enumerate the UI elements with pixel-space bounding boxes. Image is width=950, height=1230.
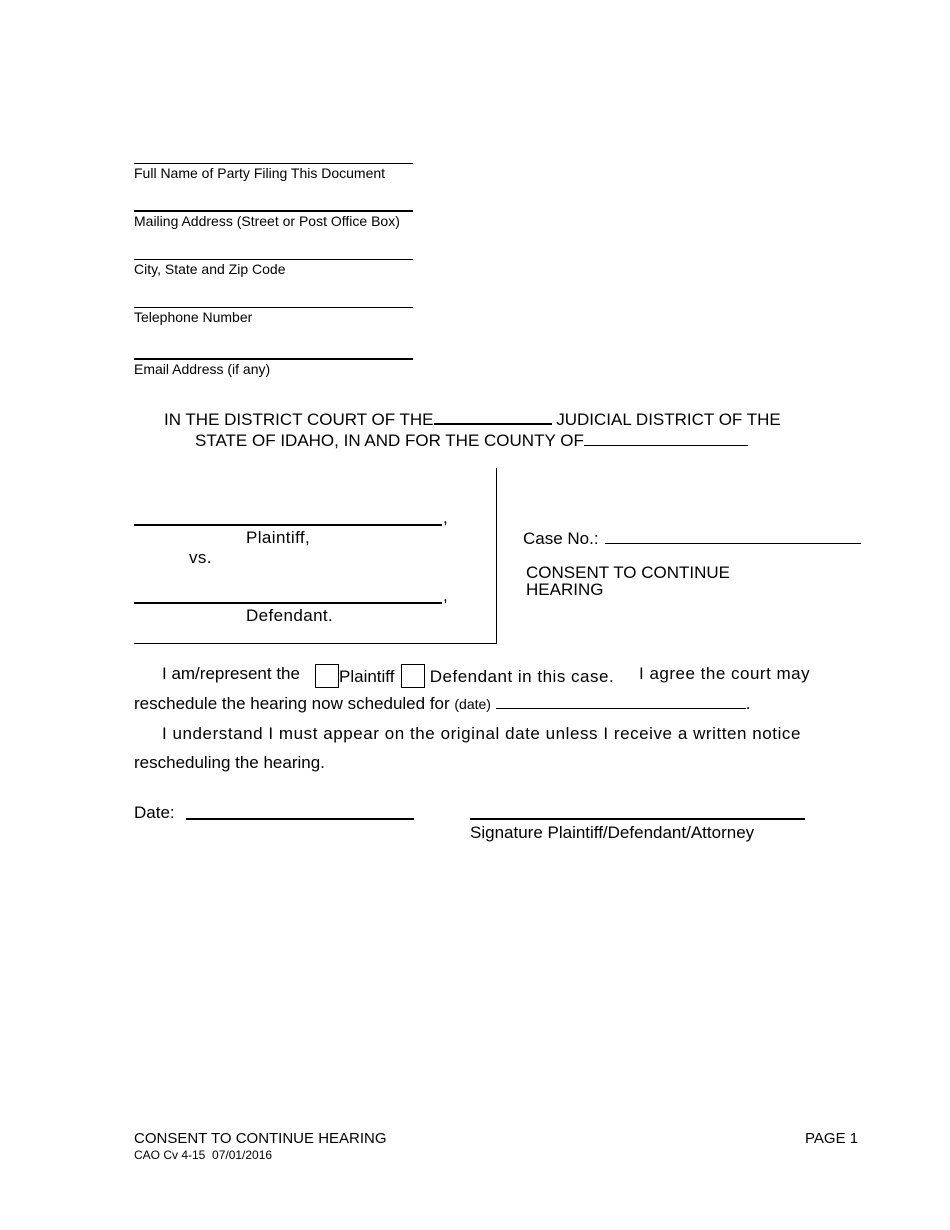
court-heading-line1 (164, 410, 781, 430)
footer-form-title: CONSENT TO CONTINUE HEARING (134, 1130, 387, 1147)
city-label: City, State and Zip Code (134, 261, 286, 277)
caption-divider (496, 468, 497, 644)
plaintiff-name-line[interactable] (134, 524, 442, 526)
plaintiff-checkbox[interactable] (315, 664, 339, 688)
court-heading-line1-b: JUDICIAL DISTRICT OF THE (556, 410, 781, 429)
name-line[interactable] (134, 163, 413, 164)
defendant-option-label: Defendant in this case. (429, 667, 615, 686)
name-label: Full Name of Party Filing This Document (134, 165, 386, 181)
judicial-district-blank[interactable] (434, 423, 552, 425)
defendant-name-line[interactable] (134, 602, 442, 604)
plaintiff-label: Plaintiff, (246, 528, 311, 547)
defendant-option (401, 664, 614, 688)
footer-form-code: CAO Cv 4-15 07/01/2016 (134, 1148, 273, 1162)
hearing-date-blank[interactable] (496, 708, 746, 709)
city-line[interactable] (134, 259, 413, 260)
email-label: Email Address (if any) (134, 361, 271, 377)
document-title-line1: CONSENT TO CONTINUE (526, 563, 731, 582)
date-signed-line[interactable] (186, 818, 414, 820)
plaintiff-comma: , (443, 508, 448, 527)
document-title (526, 564, 730, 598)
defendant-label: Defendant. (246, 606, 334, 625)
vs-label: vs. (189, 548, 212, 567)
phone-label: Telephone Number (134, 309, 253, 325)
county-blank[interactable] (584, 445, 748, 446)
understanding-line1: I understand I must appear on the original date unless I receive a written notice (162, 724, 801, 743)
date-hint: (date) (454, 696, 491, 712)
reschedule-line (134, 694, 816, 714)
phone-line[interactable] (134, 307, 413, 308)
plaintiff-option (315, 664, 394, 688)
court-heading-line2 (195, 431, 748, 451)
defendant-checkbox[interactable] (401, 664, 425, 688)
p1-end: I agree the court may (639, 664, 811, 683)
defendant-comma: , (443, 586, 448, 605)
address-line[interactable] (134, 210, 413, 212)
caption-bottom-rule (134, 643, 497, 644)
email-line[interactable] (134, 358, 413, 360)
date-label: Date: (134, 803, 175, 822)
court-heading-line1-a: IN THE DISTRICT COURT OF THE (164, 410, 434, 429)
court-heading-line2-text: STATE OF IDAHO, IN AND FOR THE COUNTY OF (195, 431, 584, 450)
p1-line2: reschedule the hearing now scheduled for (134, 694, 450, 713)
signature-line[interactable] (470, 818, 805, 820)
address-label: Mailing Address (Street or Post Office Box) (134, 213, 400, 229)
signature-label: Signature Plaintiff/Defendant/Attorney (470, 823, 755, 842)
understanding-line2: rescheduling the hearing. (134, 753, 325, 772)
plaintiff-option-label: Plaintiff (339, 667, 395, 686)
case-no-row (523, 529, 861, 549)
p1-start: I am/represent the (162, 664, 300, 683)
document-title-line2: HEARING (526, 580, 604, 599)
case-no-blank[interactable] (605, 543, 861, 544)
footer-page-label: PAGE 1 (805, 1130, 859, 1147)
case-no-label: Case No.: (523, 529, 599, 548)
period: . (745, 694, 751, 713)
